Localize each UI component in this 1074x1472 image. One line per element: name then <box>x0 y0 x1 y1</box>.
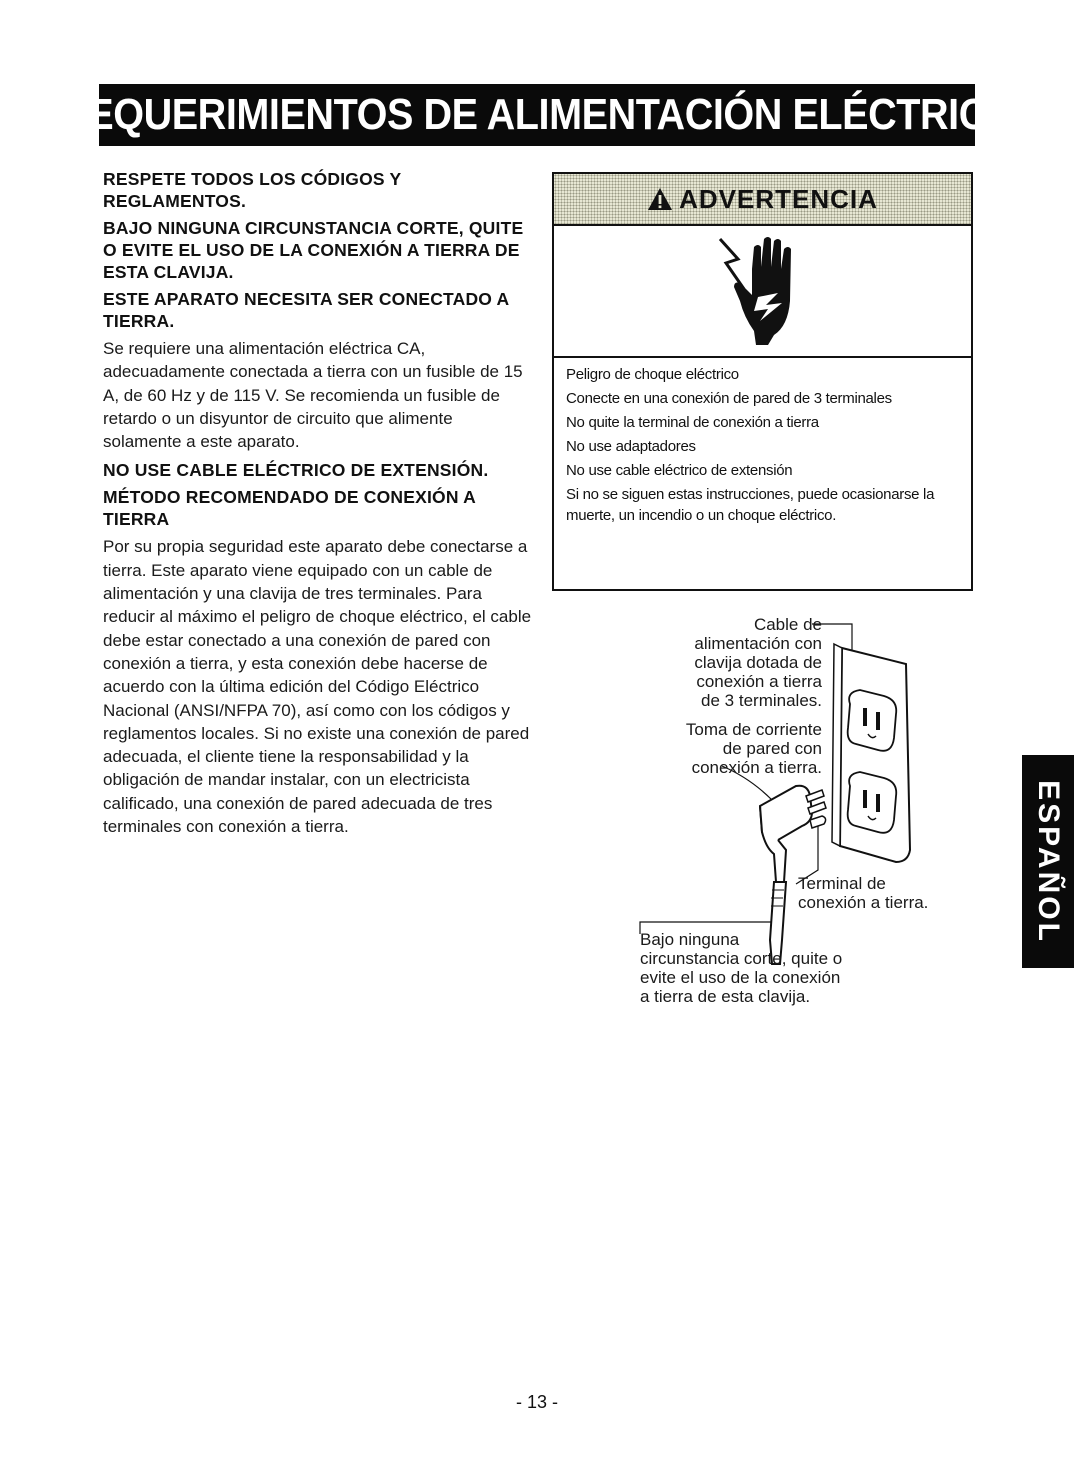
terminal-label-line: conexión a tierra. <box>798 893 929 912</box>
bottom-label-line: circunstancia corte, quite o <box>640 949 843 968</box>
heading-no-extension-cord: NO USE CABLE ELÉCTRICO DE EXTENSIÓN. <box>103 460 489 481</box>
warning-item: Peligro de choque eléctrico <box>566 366 739 383</box>
cable-label-line: clavija dotada de <box>694 653 822 672</box>
cable-label-line: alimentación con <box>694 634 822 653</box>
terminal-label <box>798 874 978 912</box>
outlet-label <box>630 720 822 777</box>
warning-item: Conecte en una conexión de pared de 3 terminales <box>566 390 892 407</box>
warning-item: Si no se siguen estas instrucciones, puede ocasionarse la muerte, un incendio o un choque eléctrico. <box>566 486 935 524</box>
bottom-label-line: a tierra de esta clavija. <box>640 987 811 1006</box>
cable-label-line: de 3 terminales. <box>701 691 822 710</box>
grounded-plug-figure <box>600 600 980 1040</box>
warning-header <box>554 174 971 226</box>
cable-label <box>632 615 822 710</box>
cable-label-line: conexión a tierra <box>696 672 822 691</box>
language-tab-label: ESPAÑOL <box>1032 779 1066 944</box>
outlet-label-line: Toma de corriente <box>685 720 822 739</box>
bottom-label-line: evite el uso de la conexión <box>640 968 841 987</box>
bottom-label-line: Bajo ninguna <box>640 930 740 949</box>
terminal-label-line: Terminal de <box>798 874 886 893</box>
paragraph-grounding-instructions: Por su propia seguridad este aparato debe conectarse a tierra. Este aparato viene equipado con un cable de alimentación y una clavija de tres terminales. Para reducir al máximo el peligro de choque eléctrico, el cable debe estar conectado a una conexión de pared con conexión a tierra, y esta conexión debe hacerse de acuerdo con la última edición del Código Eléctrico Nacional (ANSI/NFPA 70), así como con los códigos y reglamentos locales. Si no existe una conexión de pared adecuada, el cliente tiene la responsabilidad y la obligación de mandar instalar, con un electricista calificado, una conexión de pared adecuada de tres terminales con conexión a tierra. <box>103 537 532 837</box>
warning-title-text: ADVERTENCIA <box>679 183 878 214</box>
warning-item: No quite la terminal de conexión a tierra <box>566 414 819 431</box>
page-number: - 13 - <box>515 1392 558 1412</box>
warning-title <box>647 184 878 215</box>
bottom-warning-label <box>640 930 940 1006</box>
page-title: REQUERIMIENTOS DE ALIMENTACIÓN ELÉCTRICA <box>59 90 1015 139</box>
heading-grounding-method: MÉTODO RECOMENDADO DE CONEXIÓN A TIERRA <box>103 487 476 530</box>
outlet-label-line: conexión a tierra. <box>691 758 822 777</box>
cable-label-line: Cable de <box>753 615 822 634</box>
paragraph-power-requirements: Se requiere una alimentación eléctrica CA, adecuadamente conectada a tierra con un fusible de 15 A, de 60 Hz y de 115 V. Se recomienda un fusible de retardo o un disyuntor de circuito que alimente solamente a este aparato. <box>103 339 523 452</box>
warning-box <box>552 172 973 591</box>
electric-shock-hand-icon <box>708 231 818 351</box>
warning-item: No use cable eléctrico de extensión <box>566 462 793 479</box>
heading-must-be-grounded: ESTE APARATO NECESITA SER CONECTADO A TIERRA. <box>103 289 509 331</box>
left-column <box>103 168 533 844</box>
outlet-label-line: de pared con <box>722 739 822 758</box>
page-title-banner <box>59 84 1015 146</box>
heading-codes: RESPETE TODOS LOS CÓDIGOS Y REGLAMENTOS. <box>103 169 402 211</box>
warning-list <box>554 358 971 526</box>
warning-item: No use adaptadores <box>566 438 696 455</box>
warning-pictogram <box>554 226 971 358</box>
heading-no-remove-ground: BAJO NINGUNA CIRCUNSTANCIA CORTE, QUITE O EVITE EL USO DE LA CONEXIÓN A TIERRA DE ESTA CLAVIJA. <box>103 218 524 282</box>
language-tab <box>1022 755 1074 968</box>
warning-triangle-icon <box>647 187 673 211</box>
